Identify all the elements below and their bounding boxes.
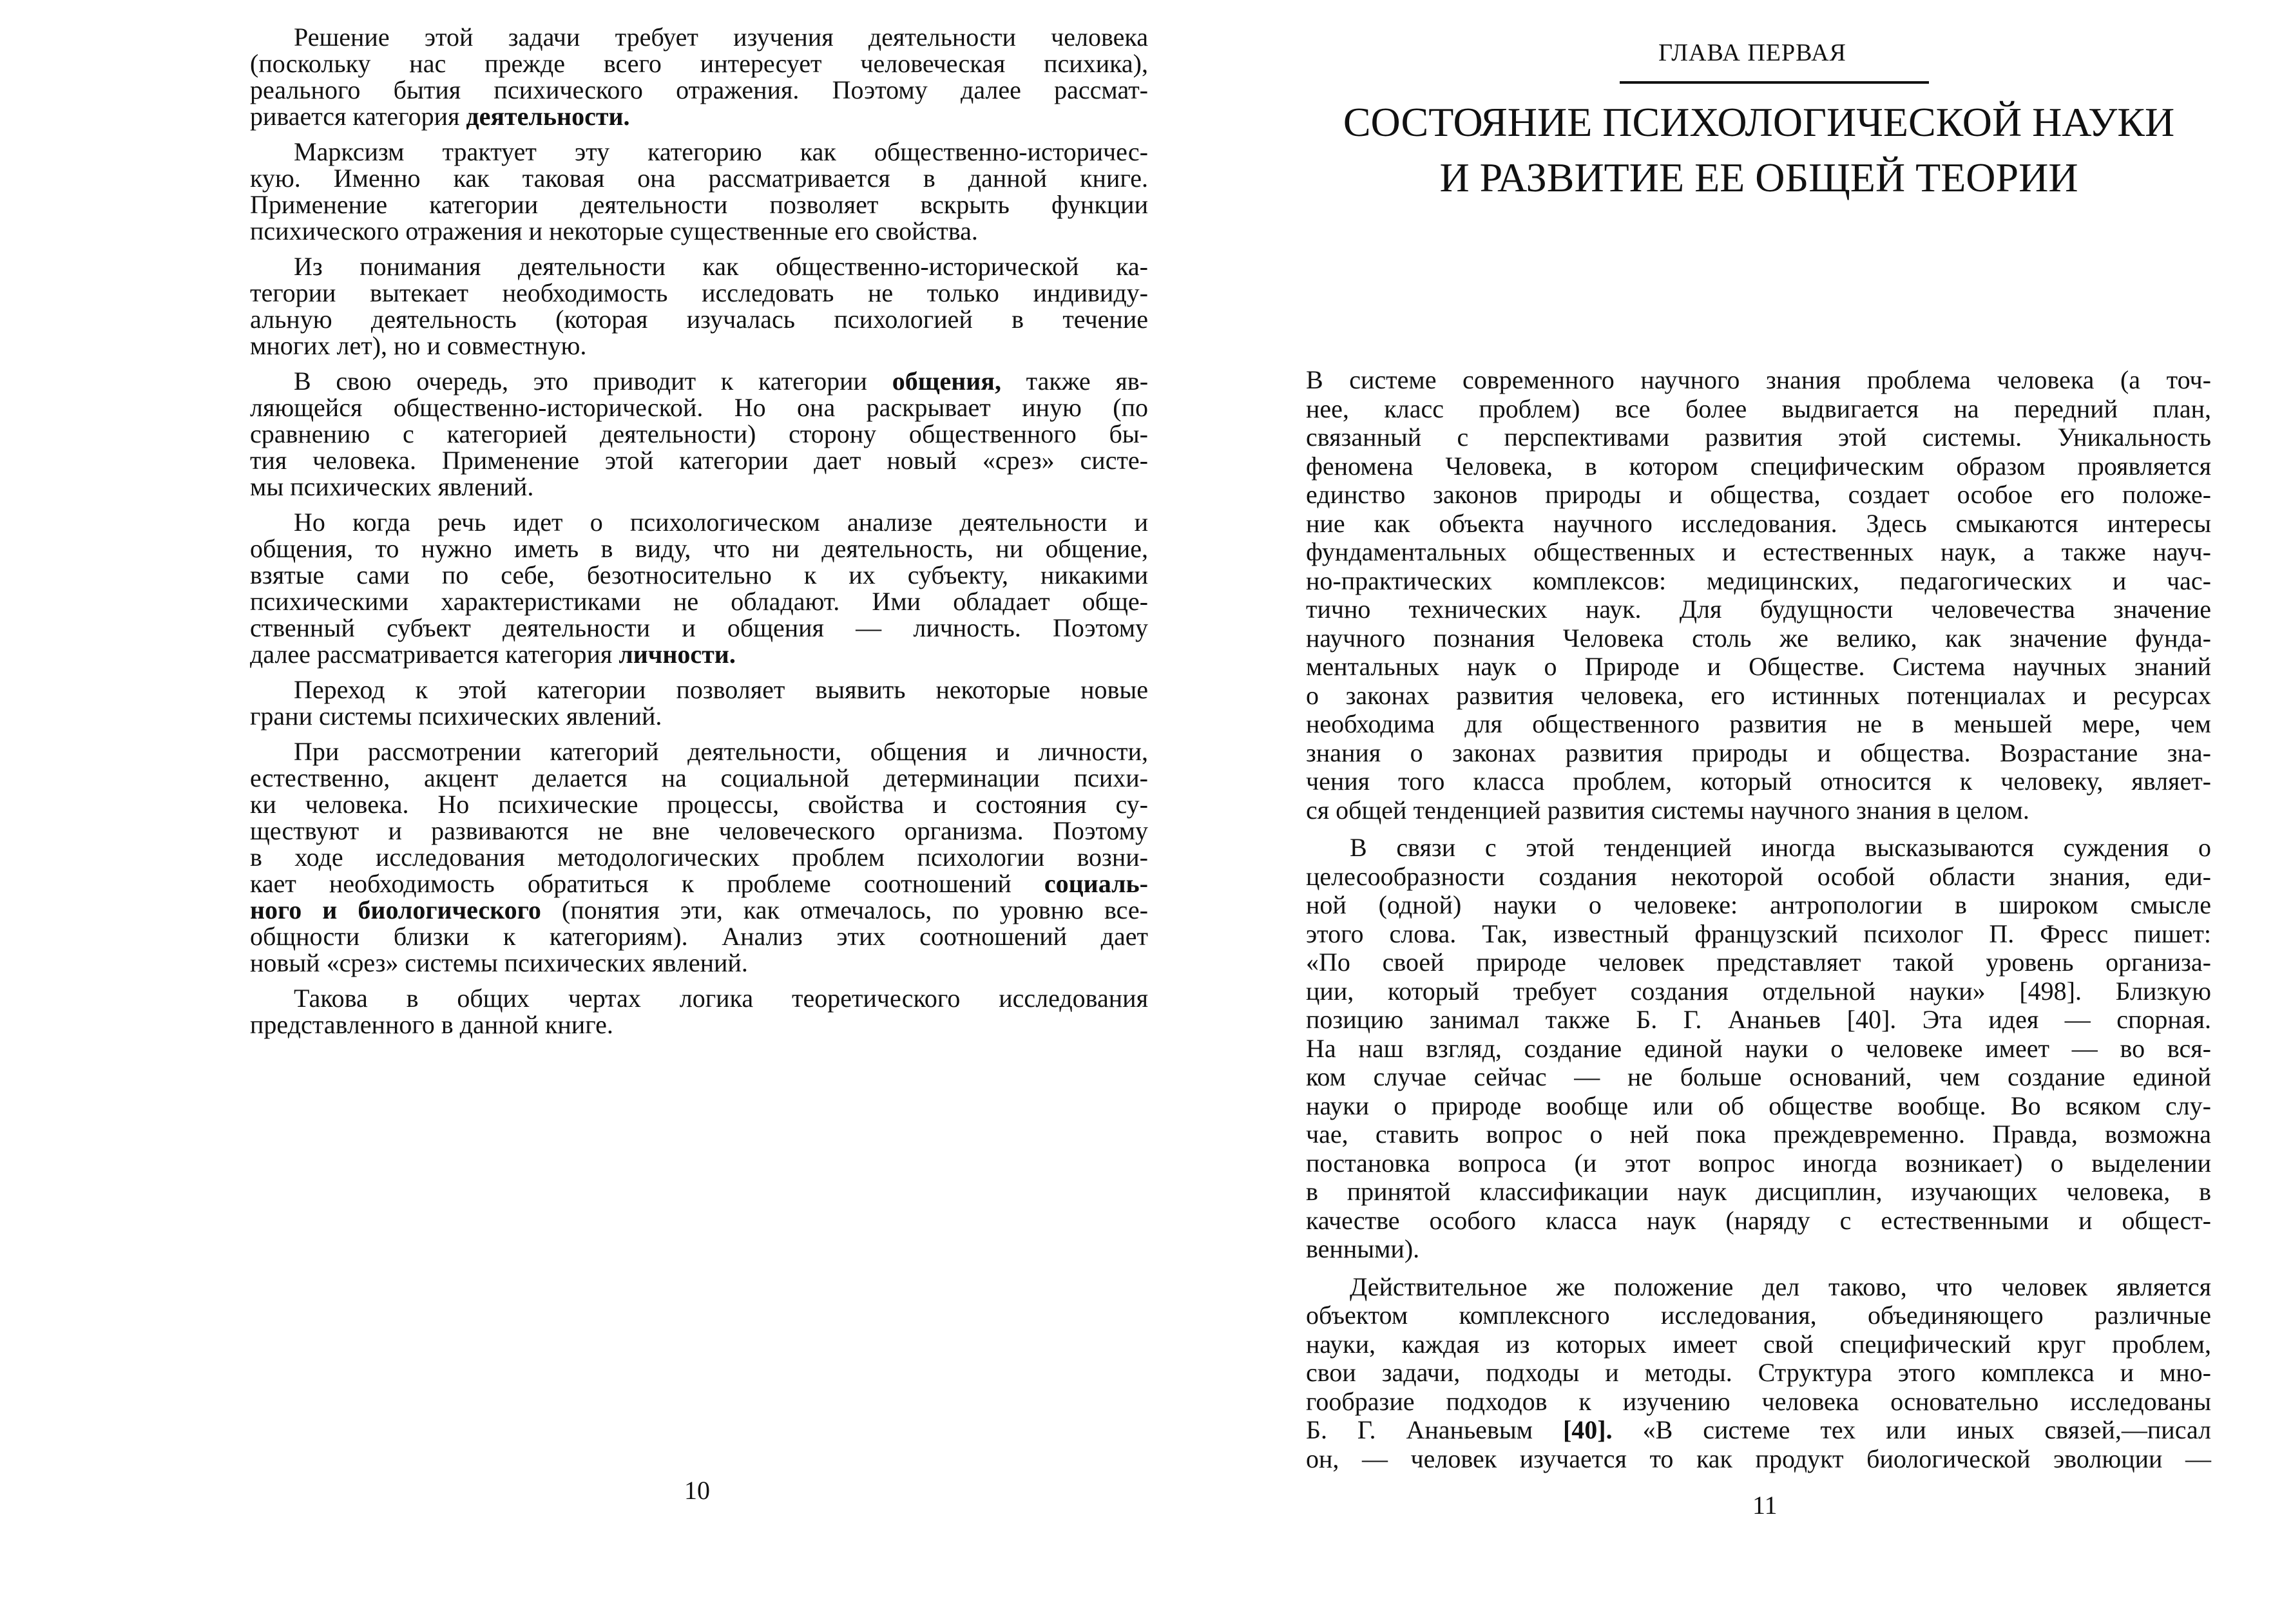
text-segment: Б. Г. Ананьевым: [1306, 1415, 1563, 1444]
paragraph: [250, 24, 1148, 129]
text-line: взятые сами по себе, безотносительно к их субъекту, никакими: [250, 560, 1148, 589]
text-line: ком случае сейчас — не больше оснований, чем создание единой: [1306, 1062, 2211, 1091]
left-page-text: [250, 24, 1148, 1047]
text-line: науки, каждая из которых имеет свой специфический круг проблем,: [1306, 1329, 2211, 1359]
paragraph: [250, 509, 1148, 667]
text-line: позицию занимал также Б. Г. Ананьев [40]. Эта идея — спорная.: [1306, 1005, 2211, 1034]
paragraph: [250, 253, 1148, 359]
text-line: ции, который требует создания отдельной науки» [498]. Близкую: [1306, 976, 2211, 1006]
bold-term: личности.: [618, 640, 736, 669]
text-line: общности близки к категориям). Анализ этих соотношений дает: [250, 922, 1148, 951]
text-segment: также яв-: [1001, 367, 1149, 396]
chapter-title-line-2: И РАЗВИТИЕ ЕЕ ОБЩЕЙ ТЕОРИИ: [1439, 155, 2078, 200]
text-line: но-практических комплексов: медицинских, педагогических и час-: [1306, 566, 2211, 595]
text-line: [250, 870, 1148, 897]
text-line: чае, ставить вопрос о ней пока преждевременно. Правда, возможна: [1306, 1120, 2211, 1149]
text-line: многих лет), но и совместную.: [250, 331, 587, 360]
text-line: ственный субъект деятельности и общения — личность. Поэтому: [250, 613, 1148, 642]
text-line: «По своей природе человек представляет такой уровень организа-: [1306, 948, 2211, 977]
right-page-text: [1306, 366, 2211, 1482]
text-line: о законах развития человека, его истинных потенциалах и ресурсах: [1306, 680, 2211, 710]
text-line: На наш взгляд, создание единой науки о человеке имеет — во вся-: [1306, 1033, 2211, 1063]
text-line: естественно, акцент делается на социальной детерминации психи-: [250, 763, 1148, 792]
bold-term: деятельности.: [466, 102, 630, 131]
text-line: общения, то нужно иметь в виду, что ни деятельность, ни общение,: [250, 534, 1148, 563]
paragraph: [250, 368, 1148, 500]
text-line: чения того класса проблем, который относится к человеку, являет-: [1306, 767, 2211, 796]
text-line: свои задачи, подходы и методы. Структура этого комплекса и мно-: [1306, 1358, 2211, 1387]
text-segment: «В системе тех или иных связей,—писал: [1612, 1415, 2212, 1444]
paragraph: [1306, 834, 2211, 1264]
text-line: [250, 368, 1148, 394]
text-line: в ходе исследования методологических проблем психологии возни-: [250, 843, 1148, 872]
text-line: Переход к этой категории позволяет выявить некоторые новые: [294, 675, 1148, 704]
text-line: альную деятельность (которая изучалась психологией в течение: [250, 305, 1148, 334]
text-line: представленного в данной книге.: [250, 1010, 613, 1039]
paragraph: [250, 985, 1148, 1038]
text-line: новый «срез» системы психических явлений.: [250, 948, 748, 977]
text-line: научного познания Человека столь же велико, как значение фунда-: [1306, 623, 2211, 653]
text-segment: кает необходимость обратиться к проблеме соотношений: [250, 869, 1044, 898]
text-line: мы психических явлений.: [250, 472, 534, 501]
text-line: [1306, 1416, 2211, 1445]
chapter-title-line-1: СОСТОЯНИЕ ПСИХОЛОГИЧЕСКОЙ НАУКИ: [1343, 99, 2175, 145]
text-line: Марксизм трактует эту категорию как общественно-историчес-: [294, 137, 1148, 166]
paragraph: [250, 139, 1148, 244]
text-line: нее, класс проблем) все более выдвигается на передний план,: [1306, 394, 2211, 423]
text-line: Действительное же положение дел таково, что человек является: [1350, 1272, 2211, 1301]
chapter-divider: [1620, 81, 1929, 84]
text-line: [250, 641, 1148, 667]
text-segment: (понятия эти, как отмечалось, по уровню все-: [541, 895, 1148, 924]
text-line: грани системы психических явлений.: [250, 702, 662, 731]
text-line: реального бытия психического отражения. Поэтому далее рассмат-: [250, 75, 1148, 104]
paragraph: [250, 738, 1148, 976]
text-line: Из понимания деятельности как общественно-исторической ка-: [294, 252, 1148, 281]
text-line: целесообразности создания некоторой особой области знания, еди-: [1306, 861, 2211, 891]
text-line: [250, 897, 1148, 923]
text-line: объектом комплексного исследования, объединяющего различные: [1306, 1301, 2211, 1330]
text-line: психическими характеристиками не обладают. Ими обладает обще-: [250, 587, 1148, 616]
text-segment: В свою очередь, это приводит к категории: [294, 367, 892, 396]
text-line: Решение этой задачи требует изучения деятельности человека: [294, 23, 1148, 52]
text-line: в принятой классификации наук дисциплин, изучающих человека, в: [1306, 1177, 2211, 1206]
paragraph: [1306, 1273, 2211, 1474]
bold-term: общения,: [892, 367, 1001, 396]
text-line: качестве особого класса наук (наряду с естественными и общест-: [1306, 1205, 2211, 1235]
text-line: (поскольку нас прежде всего интересует человеческая психика),: [250, 49, 1148, 78]
paragraph: [250, 676, 1148, 729]
text-line: ся общей тенденцией развития системы научного знания в целом.: [1306, 795, 2029, 825]
text-line: венными).: [1306, 1234, 1420, 1263]
text-line: ществуют и развиваются не вне человеческого организма. Поэтому: [250, 816, 1148, 845]
text-line: ляющейся общественно-исторической. Но она раскрывает иную (по: [250, 393, 1148, 422]
page-number-left: 10: [684, 1476, 710, 1505]
bold-term: [40].: [1562, 1415, 1613, 1444]
bold-term: ного и биологического: [250, 895, 541, 924]
text-line: ментальных наук о Природе и Обществе. Система научных знаний: [1306, 652, 2211, 681]
page-number-right: 11: [1752, 1491, 1778, 1520]
bold-term: социаль-: [1044, 869, 1148, 898]
text-line: тия человека. Применение этой категории дает новый «срез» систе-: [250, 446, 1148, 475]
text-line: ние как объекта научного исследования. Здесь смыкаются интересы: [1306, 508, 2211, 538]
text-segment: далее рассматривается категория: [250, 640, 619, 669]
text-segment: ривается категория: [250, 102, 466, 131]
text-line: гообразие подходов к изучению человека основательно исследованы: [1306, 1386, 2211, 1416]
text-line: сравнению с категорией деятельности) сторону общественного бы-: [250, 419, 1148, 448]
text-line: тично технических наук. Для будущности человечества значение: [1306, 595, 2211, 624]
paragraph: [1306, 366, 2211, 825]
chapter-label: ГЛАВА ПЕРВАЯ: [1658, 39, 1846, 66]
text-line: единство законов природы и общества, создает особое его положе-: [1306, 480, 2211, 509]
text-line: Но когда речь идет о психологическом анализе деятельности и: [294, 508, 1148, 537]
text-line: Такова в общих чертах логика теоретического исследования: [294, 984, 1148, 1013]
text-line: психического отражения и некоторые существенные его свойства.: [250, 216, 978, 245]
text-line: необходима для общественного развития не в меньшей мере, чем: [1306, 709, 2211, 738]
text-line: кую. Именно как таковая она рассматривается в данной книге.: [250, 164, 1148, 193]
text-line: фундаментальных общественных и естественных наук, а также науч-: [1306, 537, 2211, 566]
text-line: При рассмотрении категорий деятельности, общения и личности,: [294, 737, 1148, 766]
text-line: феномена Человека, в котором специфическим образом проявляется: [1306, 451, 2211, 481]
text-line: тегории вытекает необходимость исследовать не только индивиду-: [250, 278, 1148, 307]
text-line: В связи с этой тенденцией иногда высказываются суждения о: [1350, 833, 2211, 862]
text-line: ной (одной) науки о человеке: антропологии в широком смысле: [1306, 890, 2211, 919]
text-line: он, — человек изучается то как продукт биологической эволюции —: [1306, 1444, 2211, 1473]
text-line: этого слова. Так, известный французский психолог П. Фресс пишет:: [1306, 919, 2211, 948]
text-line: постановка вопроса (и этот вопрос иногда возникает) о выделении: [1306, 1148, 2211, 1178]
text-line: Применение категории деятельности позволяет вскрыть функции: [250, 190, 1148, 219]
text-line: знания о законах развития природы и общества. Возрастание зна-: [1306, 738, 2211, 767]
text-line: [250, 103, 1148, 129]
text-line: В системе современного научного знания проблема человека (а точ-: [1306, 365, 2211, 394]
text-line: науки о природе вообще или об обществе вообще. Во всяком слу-: [1306, 1091, 2211, 1120]
text-line: связанный с перспективами развития этой системы. Уникальность: [1306, 423, 2211, 452]
text-line: ки человека. Но психические процессы, свойства и состояния су-: [250, 790, 1148, 819]
